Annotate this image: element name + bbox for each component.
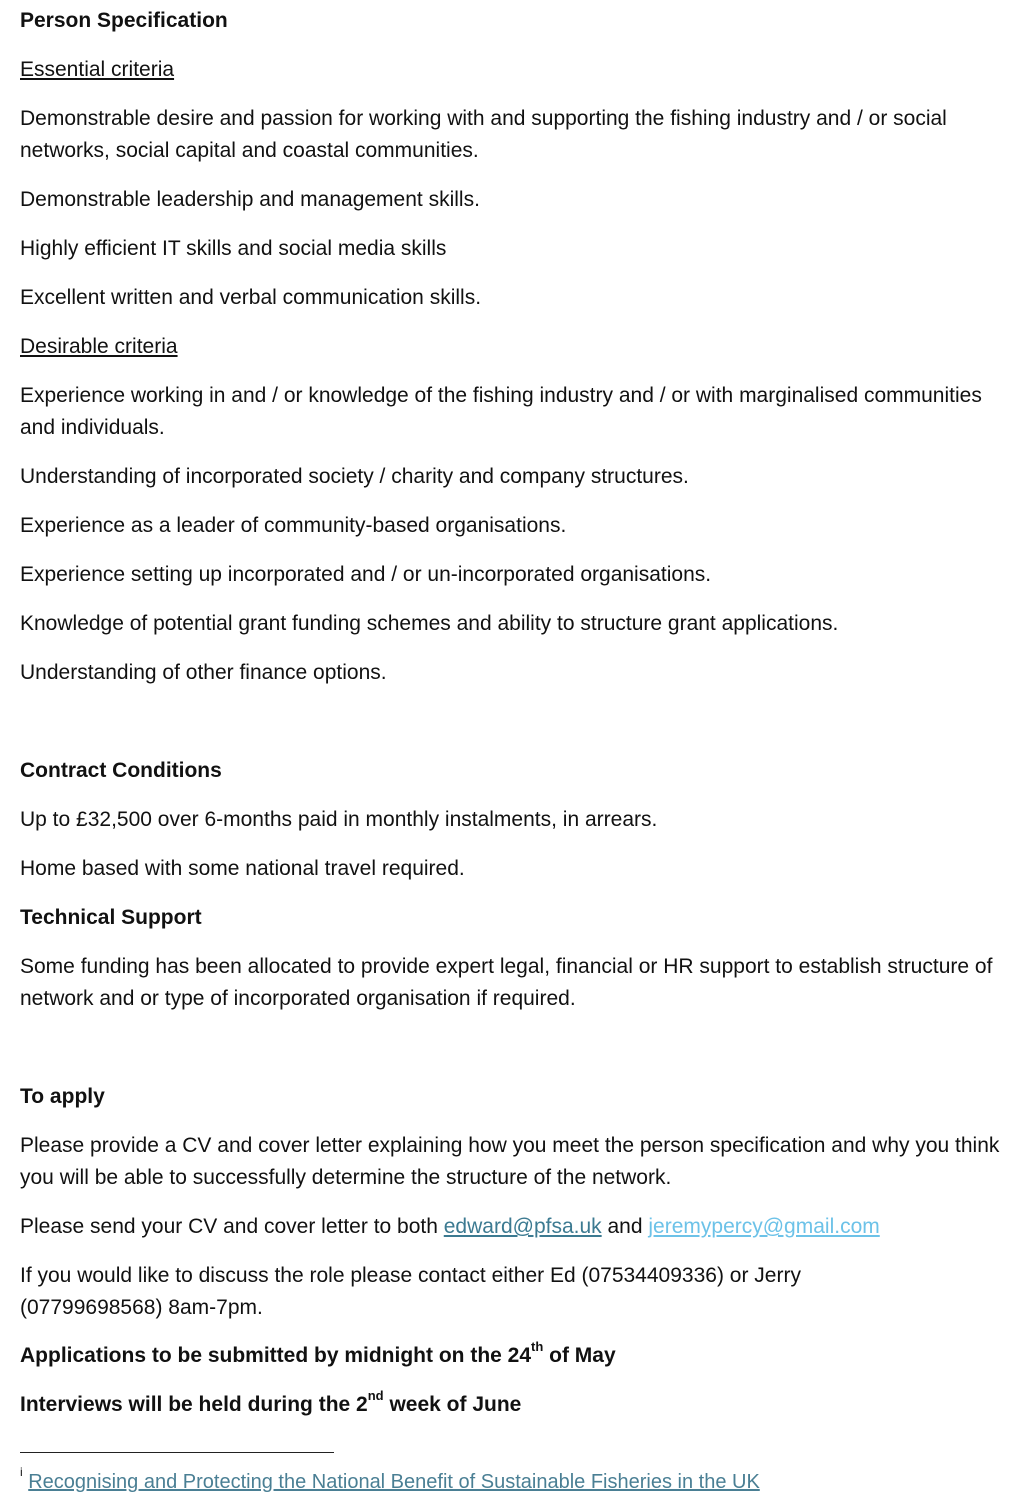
desirable-item: Understanding of other finance options. xyxy=(20,661,387,684)
email-edward-link[interactable]: edward@pfsa.uk xyxy=(443,1215,602,1238)
send-line xyxy=(20,1211,880,1243)
deadline-sup: th xyxy=(531,1339,544,1354)
desirable-item: Experience as a leader of community-based organisations. xyxy=(20,514,567,537)
footnote-marker: i xyxy=(20,1465,23,1480)
technical-text: Some funding has been allocated to provide expert legal, financial or HR support to establish structure of network and or type of incorporated organisation if required. xyxy=(20,955,993,1010)
send-and: and xyxy=(601,1215,649,1238)
essential-item: Highly efficient IT skills and social media skills xyxy=(20,237,447,260)
desirable-item: Understanding of incorporated society / charity and company structures. xyxy=(20,465,689,488)
deadline-pre: Applications to be submitted by midnight on the 24 xyxy=(20,1344,532,1367)
deadline-text xyxy=(20,1340,616,1372)
contract-item: Home based with some national travel required. xyxy=(20,857,465,880)
interview-sup: nd xyxy=(367,1388,384,1403)
essential-item: Demonstrable leadership and management skills. xyxy=(20,188,480,211)
contract-heading: Contract Conditions xyxy=(20,759,222,782)
essential-item: Demonstrable desire and passion for working with and supporting the fishing industry and / or social networks, social capital and coastal communities. xyxy=(20,107,947,162)
desirable-item: Knowledge of potential grant funding schemes and ability to structure grant applications. xyxy=(20,612,839,635)
interview-pre: Interviews will be held during the 2 xyxy=(20,1393,368,1416)
person-spec-heading: Person Specification xyxy=(20,9,228,32)
apply-heading: To apply xyxy=(20,1085,105,1108)
apply-instructions: Please provide a CV and cover letter explaining how you meet the person specification and why you think you will be able to successfully determine the structure of the network. xyxy=(20,1134,1000,1189)
footnote-divider xyxy=(20,1452,334,1453)
essential-item: Excellent written and verbal communication skills. xyxy=(20,286,482,309)
desirable-item: Experience setting up incorporated and / or un-incorporated organisations. xyxy=(20,563,712,586)
interview-text xyxy=(20,1389,521,1421)
footnote-link[interactable]: Recognising and Protecting the National Benefit of Sustainable Fisheries in the UK xyxy=(28,1471,760,1493)
footnote xyxy=(20,1467,760,1497)
contract-item: Up to £32,500 over 6-months paid in monthly instalments, in arrears. xyxy=(20,808,658,831)
email-jeremy-link[interactable]: jeremypercy@gmail.com xyxy=(648,1215,880,1238)
desirable-criteria-heading: Desirable criteria xyxy=(20,335,178,358)
send-prefix: Please send your CV and cover letter to both xyxy=(20,1215,444,1238)
deadline-post: of May xyxy=(543,1344,616,1367)
interview-post: week of June xyxy=(383,1393,522,1416)
essential-criteria-heading: Essential criteria xyxy=(20,58,175,81)
contact-text: If you would like to discuss the role please contact either Ed (07534409336) or Jerry (07799698568) 8am-7pm. xyxy=(20,1264,801,1319)
desirable-item: Experience working in and / or knowledge of the fishing industry and / or with marginalised communities and individuals. xyxy=(20,384,982,439)
technical-heading: Technical Support xyxy=(20,906,202,929)
